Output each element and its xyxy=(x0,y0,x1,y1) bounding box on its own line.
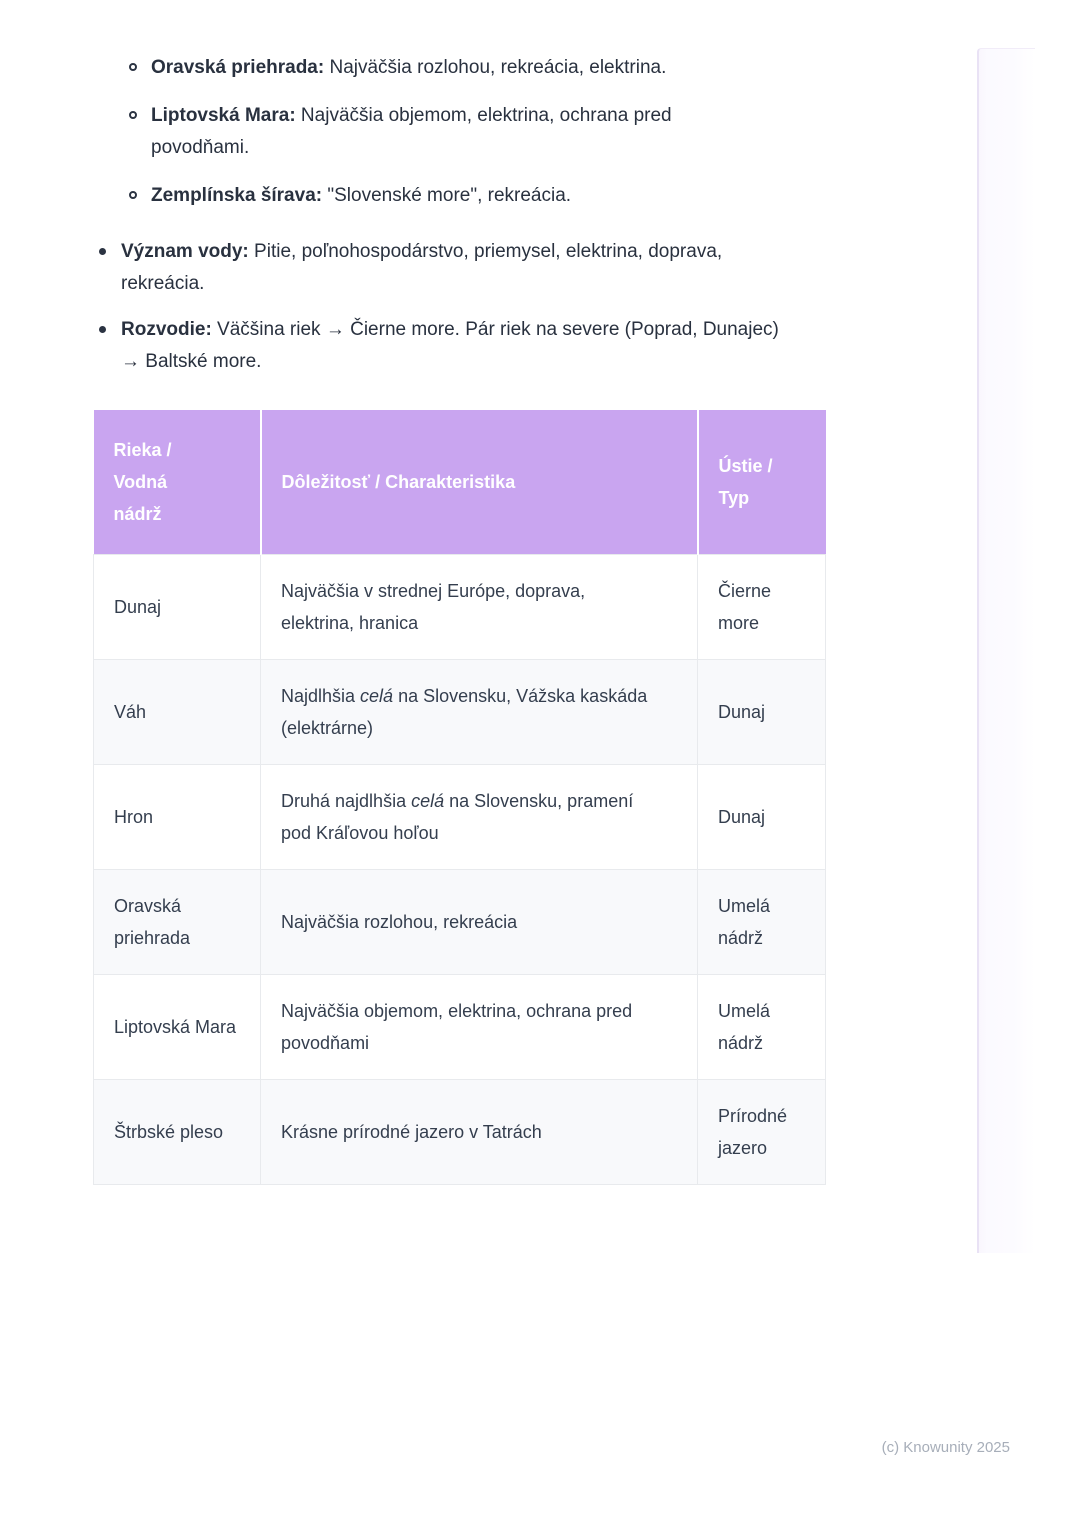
cell-outlet-type: Umelá nádrž xyxy=(698,870,826,975)
list-item-label: Liptovská Mara: xyxy=(151,105,296,126)
list-item-label: Oravská priehrada: xyxy=(151,57,325,78)
list-item-text xyxy=(151,52,741,84)
list-item-text xyxy=(121,314,781,378)
cell-description: Najväčšia v strednej Európe, doprava, elektrina, hranica xyxy=(261,555,698,660)
column-header-type xyxy=(698,410,826,555)
cell-outlet-type: Čierne more xyxy=(698,555,826,660)
cell-river-name: Dunaj xyxy=(94,555,261,660)
table-row xyxy=(94,870,826,975)
list-item-body: Väčšina riek → Čierne more. Pár riek na severe (Poprad, Dunajec) → Baltské more. xyxy=(121,319,779,372)
table-row xyxy=(94,660,826,765)
column-header-river xyxy=(94,410,261,555)
list-item xyxy=(129,180,828,212)
list-item-label: Rozvodie: xyxy=(121,319,212,340)
cell-description: Najväčšia objemom, elektrina, ochrana pred povodňami xyxy=(261,975,698,1080)
list-item xyxy=(99,236,828,300)
dot-bullet-icon xyxy=(99,314,121,333)
cell-river-name: Štrbské pleso xyxy=(94,1080,261,1185)
circle-bullet-icon xyxy=(129,100,151,119)
column-header-label: Rieka / Vodná nádrž xyxy=(113,440,172,524)
document-page xyxy=(93,52,828,1185)
list-item-body: Najväčšia rozlohou, rekreácia, elektrina. xyxy=(324,57,667,78)
circle-bullet-icon xyxy=(129,180,151,199)
list-item-body: Pitie, poľnohospodárstvo, priemysel, elektrina, doprava, rekreácia. xyxy=(121,241,723,294)
table-row xyxy=(94,975,826,1080)
list-item-label: Zemplínska šírava: xyxy=(151,185,323,206)
dot-bullet-icon xyxy=(99,236,121,255)
table-row xyxy=(94,765,826,870)
list-item-label: Význam vody: xyxy=(121,241,249,262)
list-item xyxy=(129,52,828,84)
list-item xyxy=(99,314,828,378)
copyright-text: (c) Knowunity 2025 xyxy=(881,1439,1010,1456)
cell-river-name: Váh xyxy=(94,660,261,765)
cell-outlet-type: Dunaj xyxy=(698,660,826,765)
circle-bullet-icon xyxy=(129,52,151,71)
table-body xyxy=(94,555,826,1185)
rivers-table xyxy=(93,410,826,1185)
cell-river-name: Hron xyxy=(94,765,261,870)
column-header-label: Dôležitosť / Charakteristika xyxy=(281,472,516,492)
table-row xyxy=(94,555,826,660)
list-item-body: "Slovenské more", rekreácia. xyxy=(322,185,572,206)
column-header-label: Ústie / Typ xyxy=(718,456,773,508)
next-page-edge xyxy=(977,48,1035,1253)
list-item-text xyxy=(151,180,741,212)
list-item-text xyxy=(151,100,741,164)
list-item-body: Najväčšia objemom, elektrina, ochrana pred povodňami. xyxy=(151,105,672,158)
list-item-text xyxy=(121,236,781,300)
table-header-row xyxy=(94,410,826,555)
cell-outlet-type: Dunaj xyxy=(698,765,826,870)
cell-description: Druhá najdlhšia celá na Slovensku, pramení pod Kráľovou hoľou xyxy=(261,765,698,870)
list-item xyxy=(129,100,828,164)
table-row xyxy=(94,1080,826,1185)
cell-river-name: Oravská priehrada xyxy=(94,870,261,975)
cell-outlet-type: Prírodné jazero xyxy=(698,1080,826,1185)
cell-description: Najväčšia rozlohou, rekreácia xyxy=(261,870,698,975)
cell-outlet-type: Umelá nádrž xyxy=(698,975,826,1080)
cell-description: Najdlhšia celá na Slovensku, Vážska kaskáda (elektrárne) xyxy=(261,660,698,765)
cell-river-name: Liptovská Mara xyxy=(94,975,261,1080)
column-header-importance xyxy=(261,410,698,555)
cell-description: Krásne prírodné jazero v Tatrách xyxy=(261,1080,698,1185)
